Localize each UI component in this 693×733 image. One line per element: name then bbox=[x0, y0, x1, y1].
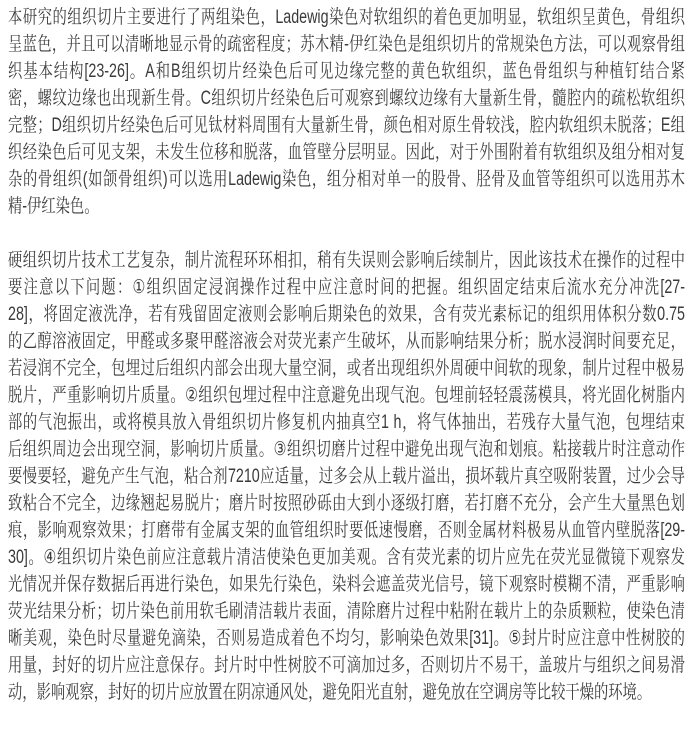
text-line: 的乙醇溶液固定，甲醛或多聚甲醛溶液会对荧光素产生破坏，从而影响结果分析；脱水浸润时间要充足， bbox=[8, 331, 685, 352]
text-line: 织经染色后可见支架，未发生位移和脱落，血管壁分层明显。因此，对于外围附着有软组织及组分相对复 bbox=[8, 142, 685, 163]
text-line: 28]，将固定液洗净，若有残留固定液则会影响后期染色的效果，含有荧光素标记的组织用体积分数0.75 bbox=[8, 304, 685, 325]
text-line: 光情况并保存数据后再进行染色，如果先行染色，染料会遮盖荧光信号，镜下观察时模糊不清，严重影响 bbox=[8, 574, 685, 595]
text-line: 杂的骨组织(如颌骨组织)可以选用Ladewig染色，组分相对单一的股骨、胫骨及血管等组织可以选用苏木 bbox=[8, 169, 685, 190]
text-line: 用量，封好的切片应注意保存。封片时中性树胶不可滴加过多，否则切片不易干，盖玻片与组织之间易滑 bbox=[8, 655, 685, 676]
text-line: 精-伊红染色。 bbox=[8, 196, 99, 217]
text-line: 后组织周边会出现空洞，影响切片质量。③组织切磨片过程中避免出现气泡和划痕。粘接载片时注意动作 bbox=[8, 439, 685, 460]
text-line: 完整；D组织切片经染色后可见钛材料周围有大量新生骨，颜色相对原生骨较浅，腔内软组织未脱落；E组 bbox=[8, 115, 685, 136]
text-line: 部的气泡振出，或将模具放入骨组织切片修复机内抽真空1 h，将气体抽出，若残存大量气泡，包埋结束 bbox=[8, 412, 685, 433]
text-line: 呈蓝色，并且可以清晰地显示骨的疏密程度；苏木精-伊红染色是组织切片的常规染色方法，可以观察骨组 bbox=[8, 34, 685, 55]
text-line: 晰美观，染色时尽量避免滴染，否则易造成着色不均匀，影响染色效果[31]。⑤封片时应注意中性树胶的 bbox=[8, 628, 685, 649]
text-line: 30]。④组织切片染色前应注意载片清洁使染色更加美观。含有荧光素的切片应先在荧光显微镜下观察发 bbox=[8, 547, 685, 568]
text-line: 本研究的组织切片主要进行了两组染色，Ladewig染色对软组织的着色更加明显，软组织呈黄色，骨组织 bbox=[8, 7, 685, 28]
text-line: 荧光结果分析；切片染色前用软毛刷清洁载片表面，清除磨片过程中粘附在载片上的杂质颗粒，使染色清 bbox=[8, 601, 685, 622]
text-line: 致粘合不完全，边缘翘起易脱片；磨片时按照砂砾由大到小逐级打磨，若打磨不充分，会产生大量黑色划 bbox=[8, 493, 685, 514]
text-line: 硬组织切片技术工艺复杂，制片流程环环相扣，稍有失误则会影响后续制片，因此该技术在操作的过程中 bbox=[8, 250, 685, 271]
text-line: 要注意以下问题：①组织固定浸润操作过程中应注意时间的把握。组织固定结束后流水充分冲洗[27- bbox=[8, 277, 685, 298]
text-line: 脱片，严重影响切片质量。②组织包埋过程中注意避免出现气泡。包埋前轻轻震荡模具，将光固化树脂内 bbox=[8, 385, 685, 406]
text-line: 织基本结构[23-26]。A和B组织切片经染色后可见边缘完整的黄色软组织，蓝色骨组织与种植钉结合紧 bbox=[8, 61, 685, 82]
paragraph-technique-precautions bbox=[8, 247, 685, 706]
text-line: 若浸润不完全，包埋过后组织内部会出现大量空洞，或者出现组织外周硬中间软的现象，制片过程中极易 bbox=[8, 358, 685, 379]
text-line: 要慢要轻，避免产生气泡，粘合剂7210应适量，过多会从上载片溢出，损坏载片真空吸附装置，过少会导 bbox=[8, 466, 685, 487]
text-line: 密，螺纹边缘也出现新生骨。C组织切片经染色后可观察到螺纹边缘有大量新生骨，髓腔内的疏松软组织 bbox=[8, 88, 685, 109]
text-scale-wrapper bbox=[8, 4, 685, 706]
paragraph-staining-comparison bbox=[8, 4, 685, 220]
text-line: 动，影响观察，封好的切片应放置在阴凉通风处，避免阳光直射，避免放在空调房等比较干燥的环境。 bbox=[8, 682, 652, 703]
text-line: 痕，影响观察效果；打磨带有金属支架的血管组织时要低速慢磨，否则金属材料极易从血管内壁脱落[29- bbox=[8, 520, 685, 541]
